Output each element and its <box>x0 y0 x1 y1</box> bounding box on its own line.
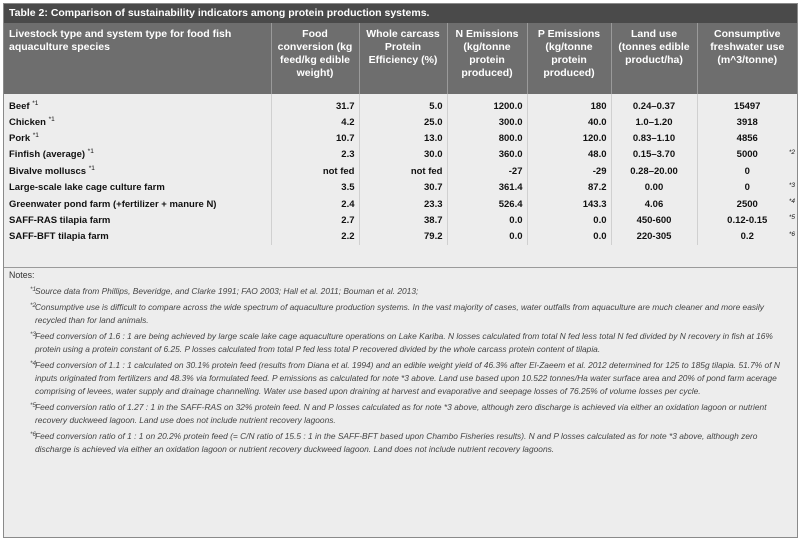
cell-food-conversion: 2.3 <box>271 147 359 163</box>
notes-divider <box>4 267 797 268</box>
cell-p-emissions: 87.2 <box>527 180 611 196</box>
cell-n-emissions: 800.0 <box>447 130 527 146</box>
cell-n-emissions: 361.4 <box>447 180 527 196</box>
cell-land-use: 4.06 <box>611 196 697 212</box>
cell-land-use: 450-600 <box>611 212 697 228</box>
note-5: *5 Feed conversion ratio of 1.27 : 1 in the SAFF-RAS on 32% protein feed. N and P losses calculated as for note *3 above, although zero discharge is achieved via either an oxidation lagoon or nutrient recovery duckweed lagoon. Land use does not include nutrient recovery lagoons. <box>30 402 767 425</box>
table-figure <box>3 3 798 538</box>
cell-food-conversion: 2.7 <box>271 212 359 228</box>
cell-water-use: 0 *3 <box>697 180 797 196</box>
table-row <box>4 180 797 196</box>
cell-food-conversion: 4.2 <box>271 114 359 130</box>
row-label: Greenwater pond farm (+fertilizer + manure N) <box>9 198 217 210</box>
cell-land-use: 0.28–20.00 <box>611 163 697 179</box>
cell-n-emissions: 360.0 <box>447 147 527 163</box>
cell-p-emissions: 40.0 <box>527 114 611 130</box>
row-label: Pork $^{*1}$ <box>9 131 39 145</box>
row-label: Bivalve molluscs $^{*1}$ <box>9 164 95 177</box>
cell-protein-efficiency: not fed <box>359 163 447 179</box>
cell-protein-efficiency: 30.0 <box>359 147 447 163</box>
cell-water-use: 0.12-0.15 *5 <box>697 212 797 228</box>
header-n-emissions: N Emissions (kg/tonne protein produced) <box>447 23 527 94</box>
row-label: Chicken $^{*1}$ <box>9 115 55 128</box>
cell-p-emissions: 180 <box>527 94 611 114</box>
cell-n-emissions: -27 <box>447 163 527 179</box>
header-system: Livestock type and system type for food fish aquaculture species <box>4 23 271 94</box>
cell-water-use: 15497 <box>697 94 797 114</box>
table-row <box>4 212 797 228</box>
cell-n-emissions: 0.0 <box>447 229 527 245</box>
cell-n-emissions: 526.4 <box>447 196 527 212</box>
table-row <box>4 163 797 179</box>
cell-food-conversion: 31.7 <box>271 94 359 114</box>
cell-n-emissions: 1200.0 <box>447 94 527 114</box>
table-title: Table 2: Comparison of sustainability indicators among protein production systems. <box>4 4 797 23</box>
table-row <box>4 114 797 130</box>
cell-food-conversion: not fed <box>271 163 359 179</box>
cell-n-emissions: 300.0 <box>447 114 527 130</box>
cell-land-use: 0.00 <box>611 180 697 196</box>
cell-protein-efficiency: 23.3 <box>359 196 447 212</box>
cell-water-use: 0.2 *6 <box>697 229 797 245</box>
header-water-use: Consumptive freshwater use (m^3/tonne) <box>697 23 797 94</box>
cell-p-emissions: -29 <box>527 163 611 179</box>
cell-p-emissions: 0.0 <box>527 212 611 228</box>
note-3: *3 Feed conversion of 1.6 : 1 are being achieved by large scale lake cage aquaculture operations on Lake Kariba. N losses calculated from total N fed less total N fed divided by N recovery in fish at 16% protein using a protein constant of 6.25. P losses calculated from total P fed less total P recovered divided by the whole carcass protein content of tilapia. <box>30 331 773 354</box>
cell-p-emissions: 0.0 <box>527 229 611 245</box>
row-label: Beef $^{*1}$ <box>9 99 39 112</box>
notes-section <box>4 269 797 456</box>
row-label: SAFF-RAS tilapia farm <box>9 215 111 227</box>
cell-p-emissions: 48.0 <box>527 147 611 163</box>
cell-land-use: 1.0–1.20 <box>611 114 697 130</box>
cell-water-use: 2500 *4 <box>697 196 797 212</box>
table-row <box>4 196 797 212</box>
row-label: SAFF-BFT tilapia farm <box>9 231 109 243</box>
cell-food-conversion: 2.4 <box>271 196 359 212</box>
cell-land-use: 0.15–3.70 <box>611 147 697 163</box>
note-2: *2 Consumptive use is difficult to compare across the wide spectrum of aquaculture production systems. In the vast majority of cases, water outfalls from aquaculture are much cleaner and more easily recycled than for land animals. <box>30 302 764 325</box>
cell-p-emissions: 120.0 <box>527 130 611 146</box>
cell-water-use: 4856 <box>697 130 797 146</box>
note-1: *1 Source data from Phillips, Beveridge, and Clarke 1991; FAO 2003; Hall et al. 2011; Bouman et al. 2013; <box>30 286 419 296</box>
row-label: Finfish (average) $^{*1}$ <box>9 148 94 161</box>
cell-protein-efficiency: 79.2 <box>359 229 447 245</box>
cell-land-use: 0.83–1.10 <box>611 130 697 146</box>
cell-food-conversion: 2.2 <box>271 229 359 245</box>
row-label: Large-scale lake cage culture farm <box>9 182 165 194</box>
cell-land-use: 220-305 <box>611 229 697 245</box>
notes-title: Notes: <box>9 270 35 280</box>
table-row <box>4 130 797 146</box>
cell-protein-efficiency: 13.0 <box>359 130 447 146</box>
cell-protein-efficiency: 25.0 <box>359 114 447 130</box>
cell-protein-efficiency: 38.7 <box>359 212 447 228</box>
header-p-emissions: P Emissions (kg/tonne protein produced) <box>527 23 611 94</box>
header-land-use: Land use (tonnes edible product/ha) <box>611 23 697 94</box>
header-row <box>4 23 797 94</box>
cell-food-conversion: 3.5 <box>271 180 359 196</box>
indicator-table <box>4 23 797 245</box>
header-food-conversion: Food conversion (kg feed/kg edible weight) <box>271 23 359 94</box>
table-row <box>4 229 797 245</box>
note-4: *4 Feed conversion of 1.1 : 1 calculated on 30.1% protein feed (results from Diana et al. 1994) and an edible weight yield of 46.3% after El-Zaeem et al. 2012 determined for 125 to 185g tilapia. 51.7% of N inputs originated from fertilizers and 48.3% via formulated feed. P emissions as calculated for note *3 above. Land use based upon 10.522 tonnes/Ha water surface area and 20% of pond farm acerage comprising of levees, water supply and drainage channelling. Water use based upon draining at harvest and evaporative and seepage losses of 76.25% of volume losses per cycle. <box>30 360 780 396</box>
table-row <box>4 147 797 163</box>
cell-food-conversion: 10.7 <box>271 130 359 146</box>
cell-water-use: 5000 *2 <box>697 147 797 163</box>
cell-water-use: 0 <box>697 163 797 179</box>
header-protein-efficiency: Whole carcass Protein Efficiency (%) <box>359 23 447 94</box>
table-row <box>4 94 797 114</box>
cell-protein-efficiency: 30.7 <box>359 180 447 196</box>
cell-water-use: 3918 <box>697 114 797 130</box>
cell-n-emissions: 0.0 <box>447 212 527 228</box>
cell-land-use: 0.24–0.37 <box>611 94 697 114</box>
cell-p-emissions: 143.3 <box>527 196 611 212</box>
cell-protein-efficiency: 5.0 <box>359 94 447 114</box>
note-6: *6 Feed conversion ratio of 1 : 1 on 20.2% protein feed (= C/N ratio of 15.5 : 1 in the SAFF-BFT based upon Chambo Fisheries results). N and P losses calculated as for note *3 above, although zero discharge is achieved via either an oxidation lagoon or nutrient recovery duckweed lagoon. Land does not include nutrient recovery lagoons. <box>30 431 758 454</box>
